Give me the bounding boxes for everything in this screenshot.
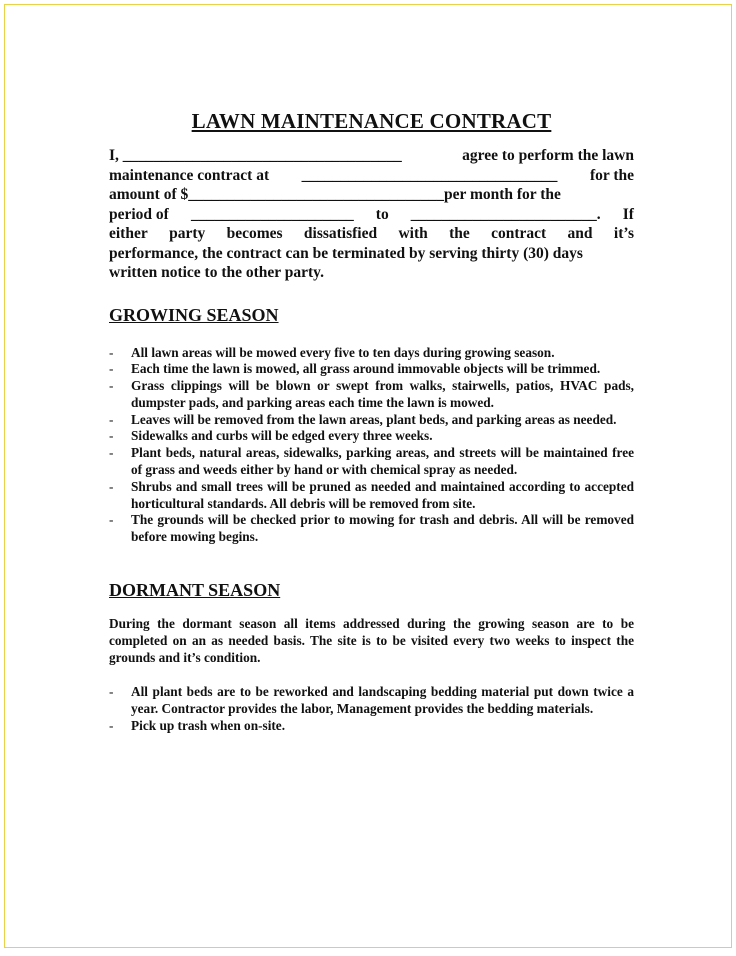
intro-line-segment: _________________________________ — [301, 166, 558, 184]
list-item — [109, 512, 634, 546]
intro-line-segment: it’s — [613, 225, 634, 242]
intro-line-segment: either — [109, 225, 148, 242]
bullet-dash: - — [109, 361, 114, 377]
intro-line — [109, 166, 634, 186]
list-item — [109, 718, 634, 735]
intro-line-segment: dissatisfied — [303, 225, 378, 242]
intro-line — [109, 263, 634, 283]
intro-line-segment: for the — [589, 166, 634, 184]
intro-line-segment: maintenance contract at — [109, 166, 270, 184]
document-page — [4, 4, 732, 948]
intro-line-segment: party — [169, 225, 206, 242]
list-item — [109, 378, 634, 412]
intro-line-segment: written notice to the other party. — [109, 264, 324, 281]
intro-line — [109, 224, 634, 244]
bullet-dash: - — [109, 344, 114, 360]
list-item — [109, 445, 634, 479]
list-item-text: Pick up trash when on-site. — [131, 717, 286, 733]
list-item — [109, 479, 634, 513]
intro-line — [109, 244, 634, 264]
document-body — [109, 109, 634, 734]
bullet-dash: - — [109, 411, 114, 427]
intro-line-segment: ________________________. — [410, 205, 601, 223]
bullet-dash: - — [109, 684, 114, 700]
intro-line-segment: performance, the contract can be terminated by serving thirty (30) days — [109, 244, 583, 262]
list-item-text: All lawn areas will be mowed every five to ten days during growing season. — [131, 344, 555, 360]
intro-line-segment: and — [567, 225, 593, 242]
intro-line-segment: _____________________ — [190, 205, 354, 223]
dormant-season-heading: DORMANT SEASON — [109, 580, 281, 601]
intro-paragraph — [109, 146, 634, 283]
list-item-text: All plant beds are to be reworked and landscaping bedding material put down twice a year. Contractor provides the labor, Management provides the bedding materials. — [131, 684, 634, 716]
list-item-text: Shrubs and small trees will be pruned as needed and maintained according to accepted horticultural standards. All debris will be removed from site. — [131, 478, 634, 511]
growing-season-list — [109, 345, 634, 547]
dormant-season-list — [109, 684, 634, 734]
list-item — [109, 428, 634, 445]
bullet-dash: - — [109, 445, 114, 461]
list-item-text: Leaves will be removed from the lawn areas, plant beds, and parking areas as needed. — [131, 411, 617, 427]
list-item — [109, 361, 634, 378]
intro-line-segment: period of — [109, 205, 169, 223]
intro-line-segment: agree to perform the lawn — [462, 147, 634, 164]
list-item-text: Each time the lawn is mowed, all grass around immovable objects will be trimmed. — [131, 361, 601, 377]
list-item-text: Grass clippings will be blown or swept from walks, stairwells, patios, HVAC pads, dumpster pads, and parking areas each time the lawn is mowed. — [131, 378, 634, 410]
intro-line — [109, 185, 634, 205]
bullet-dash: - — [109, 512, 114, 528]
bullet-dash: - — [109, 478, 114, 494]
contract-title: LAWN MAINTENANCE CONTRACT — [191, 109, 552, 133]
intro-line-segment: the — [449, 225, 470, 242]
list-item — [109, 345, 634, 362]
intro-line-segment: to — [375, 205, 389, 223]
list-item-text: The grounds will be checked prior to mowing for trash and debris. All will be removed before mowing begins. — [131, 512, 634, 545]
list-item-text: Sidewalks and curbs will be edged every three weeks. — [131, 428, 433, 444]
bullet-dash: - — [109, 378, 114, 394]
bullet-dash: - — [109, 717, 114, 733]
intro-line-segment: amount of $_________________________________per month for the — [109, 186, 561, 203]
intro-line — [109, 146, 634, 166]
list-item — [109, 412, 634, 429]
dormant-season-paragraph: During the dormant season all items addressed during the growing season are to be completed on an as needed basis. The site is to be visited every two weeks to inspect the grounds and it’s condition. — [109, 616, 634, 666]
intro-line-segment: becomes — [226, 225, 283, 242]
intro-line-segment: with — [398, 225, 428, 242]
intro-line-segment: I, ____________________________________ — [109, 147, 402, 164]
list-item-text: Plant beds, natural areas, sidewalks, parking areas, and streets will be maintained free of grass and weeds either by hand or with chemical spray as needed. — [131, 445, 634, 478]
list-item — [109, 684, 634, 718]
intro-line — [109, 205, 634, 225]
growing-season-heading: GROWING SEASON — [109, 304, 279, 325]
intro-line-segment: If — [622, 205, 634, 223]
bullet-dash: - — [109, 428, 114, 444]
intro-line-segment: contract — [491, 225, 547, 242]
